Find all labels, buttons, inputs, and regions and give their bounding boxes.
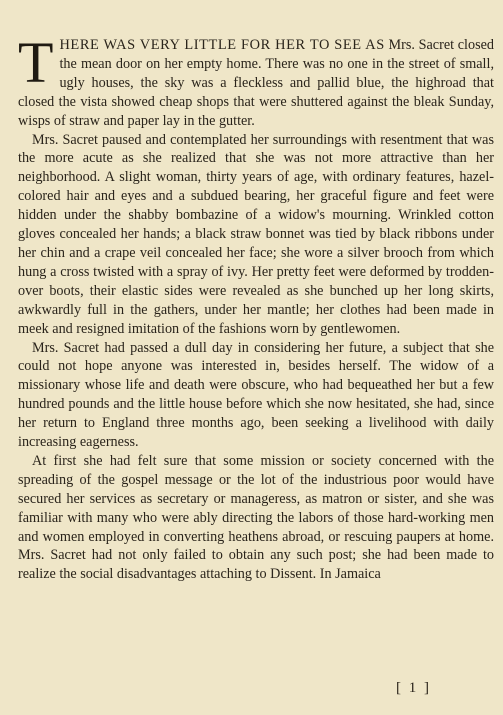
paragraph-4: At first she had felt sure that some mission or society concerned with the spreading of the gospel message or the lot of the industrious poor would have secured her services as secretary or manageress, as matron or sister, and she was familiar with many who were ably directing the labors of those hard-working men and women employed in converting heathens abroad, or rescuing paupers at home. Mrs. Sacret had not only failed to obtain any such post; she had been made to realize the social disadvantages attaching to Dissent. In Jamaica xyxy=(18,452,494,583)
page-body xyxy=(18,30,494,584)
paragraph-1-text: Mrs. Sacret closed the mean door on her empty home. There was no one in the street of small, ugly houses, the sky was a fleckless and pallid blue, the highroad that closed the vista showed cheap shops that were shuttered against the bleak Sunday, wisps of straw and paper lay in the gutter. xyxy=(18,37,494,129)
paragraph-3: Mrs. Sacret had passed a dull day in considering her future, a subject that she could not hope anyone was interested in, besides herself. The widow of a missionary whose life and death were obscure, who had bequeathed her but a few hundred pounds and the little house before which she now hesitated, she had, since her return to England three months ago, been seeking a livelihood with daily increasing eagerness. xyxy=(18,339,494,451)
opening-paragraph xyxy=(18,30,494,131)
paragraph-2: Mrs. Sacret paused and contemplated her surroundings with resentment that was the more acute as she realized that she was not more attractive than her neighborhood. A slight woman, thirty years of age, with ordinary features, hazel-colored hair and eyes and a subdued bearing, her graceful figure and feet were hidden under the shabby bombazine of a widow's mourning. Wrinkled cotton gloves concealed her hands; a black straw bonnet was tied by black ribbons under her chin and a crape veil concealed her face; she wore a silver brooch from which hung a cross twisted with a spray of ivy. Her pretty feet were deformed by trodden-over boots, their elastic sides were revealed as she bunched up her long skirts, awkwardly full in the gathers, under her mantle; her clothes had been made in meek and resigned imitation of the fashions worn by gentlewomen. xyxy=(18,131,494,337)
drop-cap-letter: T xyxy=(18,30,54,95)
page-number: [ 1 ] xyxy=(396,680,431,696)
lead-in-caps: HERE WAS VERY LITTLE FOR HER TO SEE AS xyxy=(59,37,385,53)
